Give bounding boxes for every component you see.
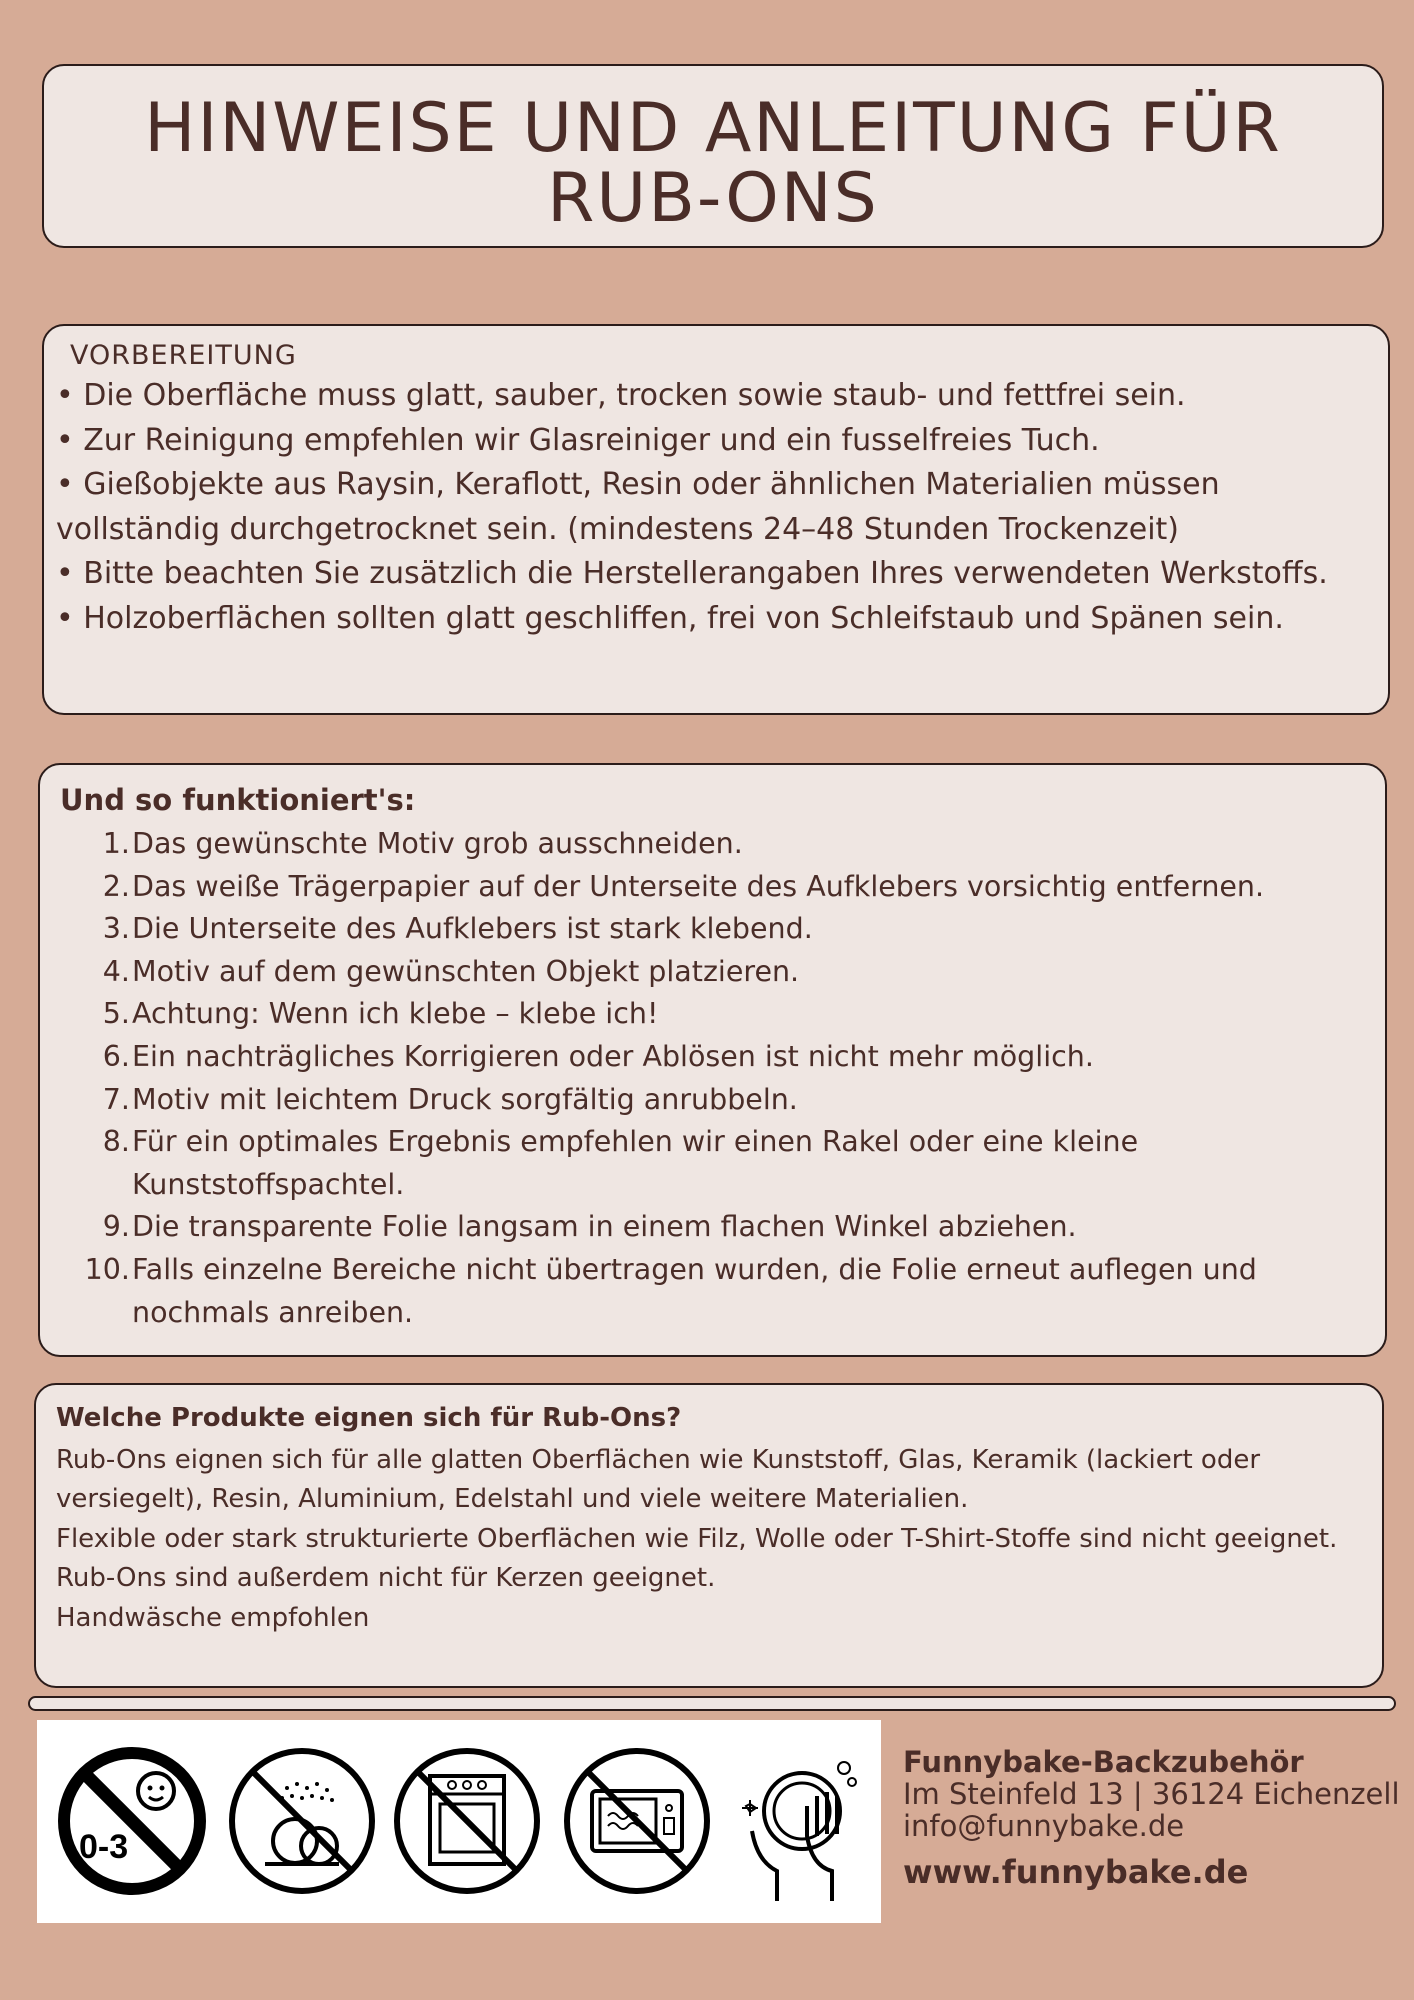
divider-bar (28, 1696, 1396, 1711)
instructions-heading: Und so funktioniert's: (60, 783, 416, 817)
step-number: 6. (102, 1039, 130, 1073)
step-number: 4. (102, 954, 130, 988)
step-text: Motiv mit leichtem Druck sorgfältig anrubbeln. (132, 1082, 798, 1116)
age-label: 0-3 (79, 1828, 129, 1866)
company-address: Im Steinfeld 13 | 36124 Eichenzell (903, 1777, 1400, 1811)
instruction-step (60, 1036, 1370, 1079)
instruction-step (60, 1121, 1370, 1206)
instruction-step (60, 1249, 1370, 1334)
title-panel (42, 64, 1384, 248)
no-dishwasher-icon (227, 1746, 377, 1896)
preparation-item: • Bitte beachten Sie zusätzlich die Herstellerangaben Ihres verwendeten Werkstoffs. (56, 556, 1328, 591)
preparation-item: • Holzoberflächen sollten glatt geschliffen, frei von Schleifstaub und Spänen sein. (56, 600, 1284, 636)
company-name: Funnybake-Backzubehör (903, 1745, 1304, 1779)
care-icons-panel (37, 1720, 881, 1923)
step-text: Für ein optimales Ergebnis empfehlen wir einen Rakel oder eine kleine Kunststoffspachtel. (132, 1125, 1139, 1201)
products-paragraph: Rub-Ons eignen sich für alle glatten Oberflächen wie Kunststoff, Glas, Keramik (lackiert oder versiegelt), Resin, Aluminium, Edelstahl und viele weitere Materialien. (56, 1445, 1261, 1515)
page-title (44, 89, 1382, 238)
step-number: 5. (102, 997, 130, 1031)
products-paragraph: Flexible oder stark strukturierte Oberflächen wie Filz, Wolle oder T-Shirt-Stoffe sind nicht geeignet. (56, 1523, 1338, 1554)
not-for-children-0-3-icon (57, 1746, 207, 1896)
preparation-panel (42, 324, 1390, 715)
instruction-step (60, 908, 1370, 951)
step-text: Die Unterseite des Aufklebers ist stark klebend. (132, 912, 813, 946)
products-paragraph: Handwäsche empfohlen (56, 1602, 370, 1633)
preparation-list (56, 374, 1392, 641)
products-panel (34, 1383, 1384, 1688)
instruction-step (60, 823, 1370, 866)
instructions-panel (38, 763, 1387, 1357)
instruction-step (60, 951, 1370, 994)
products-paragraph: Rub-Ons sind außerdem nicht für Kerzen geeignet. (56, 1563, 716, 1594)
step-text: Das gewünschte Motiv grob ausschneiden. (132, 827, 743, 860)
instruction-step (60, 1079, 1370, 1122)
step-number: 7. (102, 1082, 130, 1116)
step-text: Das weiße Trägerpapier auf der Unterseite des Aufklebers vorsichtig entfernen. (132, 869, 1265, 903)
instruction-step (60, 866, 1370, 909)
step-number: 1. (102, 827, 130, 860)
step-text: Ein nachträgliches Korrigieren oder Ablösen ist nicht mehr möglich. (132, 1039, 1094, 1073)
no-microwave-icon (562, 1746, 712, 1896)
step-text: Achtung: Wenn ich klebe – klebe ich! (132, 997, 659, 1031)
preparation-item: • Zur Reinigung empfehlen wir Glasreiniger und ein fusselfreies Tuch. (56, 422, 1100, 458)
preparation-item: • Die Oberfläche muss glatt, sauber, trocken sowie staub- und fettfrei sein. (56, 378, 1186, 413)
title-line-1: HINWEISE UND ANLEITUNG FÜR (144, 89, 1282, 168)
step-number: 3. (102, 912, 130, 946)
no-oven-icon (392, 1746, 542, 1896)
step-text: Falls einzelne Bereiche nicht übertragen wurden, die Folie erneut auflegen und nochmals anreiben. (132, 1252, 1257, 1329)
preparation-heading: VORBEREITUNG (70, 340, 297, 371)
company-website-link[interactable]: www.funnybake.de (903, 1853, 1249, 1891)
step-number: 10. (84, 1252, 130, 1286)
instructions-list (60, 823, 1370, 1334)
hand-wash-icon (732, 1746, 872, 1906)
company-info (903, 1746, 1400, 1890)
step-text: Die transparente Folie langsam in einem flachen Winkel abziehen. (132, 1210, 1077, 1244)
preparation-item: • Gießobjekte aus Raysin, Keraflott, Resin oder ähnlichen Materialien müssen vollständig durchgetrocknet sein. (mindestens 24–48 Stunden Trockenzeit) (56, 467, 1220, 547)
title-line-2: RUB-ONS (547, 159, 879, 238)
step-text: Motiv auf dem gewünschten Objekt platzieren. (132, 954, 800, 988)
products-text (56, 1441, 1366, 1638)
step-number: 8. (102, 1125, 130, 1159)
products-heading: Welche Produkte eignen sich für Rub-Ons? (56, 1403, 682, 1433)
company-email-link[interactable]: info@funnybake.de (903, 1809, 1185, 1843)
step-number: 2. (102, 869, 130, 903)
instruction-step (60, 993, 1370, 1036)
instruction-step (60, 1206, 1370, 1249)
step-number: 9. (102, 1210, 130, 1244)
